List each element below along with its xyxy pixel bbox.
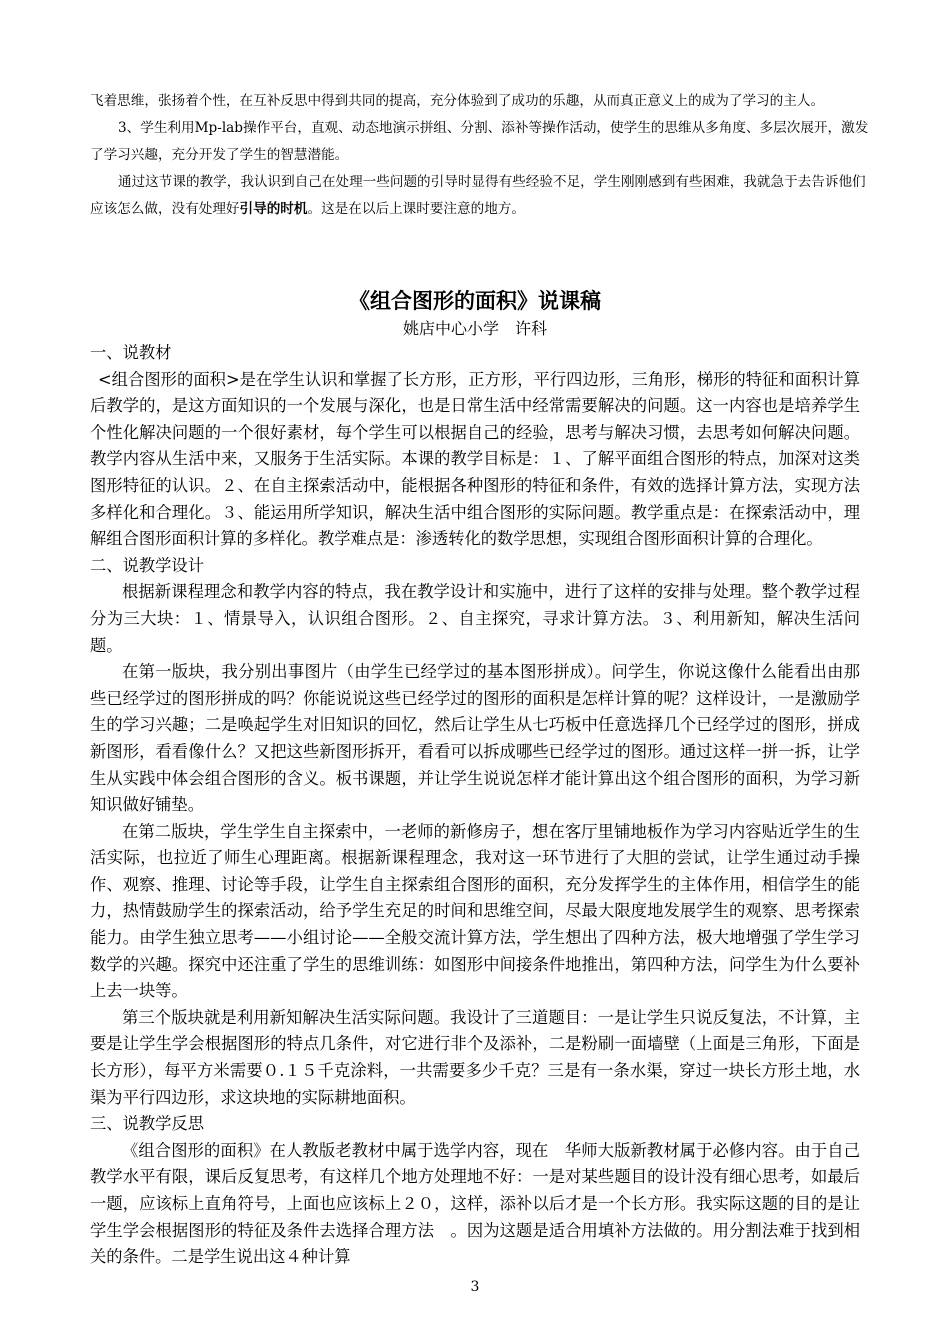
paragraph: 3、学生利用Mp-lab操作平台，直观、动态地演示拼组、分割、添补等操作活动，使学生的思维从多角度、多层次展开，激发了学习兴趣，充分开发了学生的智慧潜能。 — [90, 120, 869, 163]
paragraph: 在第二版块，学生学生自主探索中，一老师的新修房子，想在客厅里铺地板作为学习内容贴近学生的生活实际，也拉近了师生心理距离。根据新课程理念，我对这一环节进行了大胆的尝试，让学生通过动手操作、观察、推理、讨论等手段，让学生自主探索组合图形的面积，充分发挥学生的主体作用，相信学生的能力，热情鼓励学生的探索活动，给予学生充足的时间和思维空间，尽最大限度地发展学生的观察、思考探索能力。由学生独立思考——小组讨论——全般交流计算方法，学生想出了四种方法，极大地增强了学生学习数学的兴趣。探究中还注重了学生的思维训练：如图形中间接条件地推出，第四种方法，问学生为什么要补上去一块等。 — [90, 821, 860, 1001]
section-heading: 三、说教学反思 — [90, 1114, 204, 1134]
paragraph: <组合图形的面积>是在学生认识和掌握了长方形，正方形，平行四边形，三角形，梯形的特征和面积计算后教学的，是这方面知识的一个发展与深化，也是日常生活中经常需要解决的问题。这一内容也是培养学生个性化解决问题的一个很好素材，每个学生可以根据自己的经验，思考与解决习惯，去思考如何解决问题。教学内容从生活中来，又服务于生活实际。本课的教学目标是：１、了解平面组合图形的特点，加深对这类图形特征的认识。２、在自主探索活动中，能根据各种图形的特征和条件，有效的选择计算方法，实现方法多样化和合理化。３、能运用所学知识，解决生活中组合图形的实际问题。教学重点是：在探索活动中，理解组合图形面积计算的多样化。教学难点是：渗透转化的数学思想，实现组合图形面积计算的合理化。 — [90, 369, 860, 549]
section-heading: 二、说教学设计 — [90, 555, 204, 575]
document-body — [90, 340, 860, 1271]
previous-section-tail — [90, 88, 870, 223]
paragraph: 飞着思维，张扬着个性，在互补反思中得到共同的提高，充分体验到了成功的乐趣，从而真正意义上的成为了学习的主人。 — [90, 93, 825, 109]
text-run: 通过这节课的教学，我认识到自己在处理一些问题的引导时显得有些经验不足，学生刚刚感到有些困难，我就急于去告诉他们应该怎么做，没有处理好 — [90, 174, 866, 217]
paragraph: 根据新课程理念和教学内容的特点，我在教学设计和实施中，进行了这样的安排与处理。整个教学过程分为三大块：１、情景导入，认识组合图形。２、自主探究，寻求计算方法。３、利用新知，解决生活问题。 — [90, 582, 860, 655]
paragraph: 第三个版块就是利用新知解决生活实际问题。我设计了三道题目：一是让学生只说反复法，不计算，主要是让学生学会根据图形的特点几条件，对它进行非个及添补，二是粉刷一面墙壁（上面是三角形，下面是长方形），每平方米需要０.１５千克涂料，一共需要多少千克？三是有一条水渠，穿过一块长方形土地，水渠为平行四边形，求这块地的实际耕地面积。 — [90, 1007, 860, 1107]
author-line: 姚店中心小学 许科 — [402, 319, 547, 338]
paragraph — [90, 169, 870, 223]
paragraph: 《组合图形的面积》在人教版老教材中属于选学内容，现在 华师大版新教材属于必修内容。由于自己教学水平有限，课后反复思考，有这样几个地方处理地不好：一是对某些题目的设计没有细心思考，如最后一题，应该标上直角符号，上面也应该标上２０，这样，添补以后才是一个长方形。我实际这题的目的是让学生学会根据图形的特征及条件去选择合理方法 。因为这题是适合用填补方法做的。用分割法难于找到相关的条件。二是学生说出这４种计算 — [90, 1140, 860, 1267]
paragraph: 在第一版块，我分别出事图片（由学生已经学过的基本图形拼成）。问学生，你说这像什么能看出由那些已经学过的图形拼成的吗？你能说说这些已经学过的图形的面积是怎样计算的呢？这样设计，一是激励学生的学习兴趣；二是唤起学生对旧知识的回忆，然后让学生从七巧板中任意选择几个已经学过的图形，拼成新图形，看看像什么？又把这些新图形拆开，看看可以拆成哪些已经学过的图形。通过这样一拼一拆，让学生从实践中体会组合图形的含义。板书课题，并让学生说说怎样才能计算出这个组合图形的面积，为学习新知识做好铺垫。 — [90, 662, 860, 815]
text-run: 。这是在以后上课时要注意的地方。 — [307, 201, 525, 217]
emphasized-text: 引导的时机 — [239, 201, 308, 217]
document-title: 《组合图形的面积》说课稿 — [349, 288, 601, 313]
section-heading: 一、说教材 — [90, 343, 172, 362]
page-number: 3 — [470, 1279, 480, 1295]
